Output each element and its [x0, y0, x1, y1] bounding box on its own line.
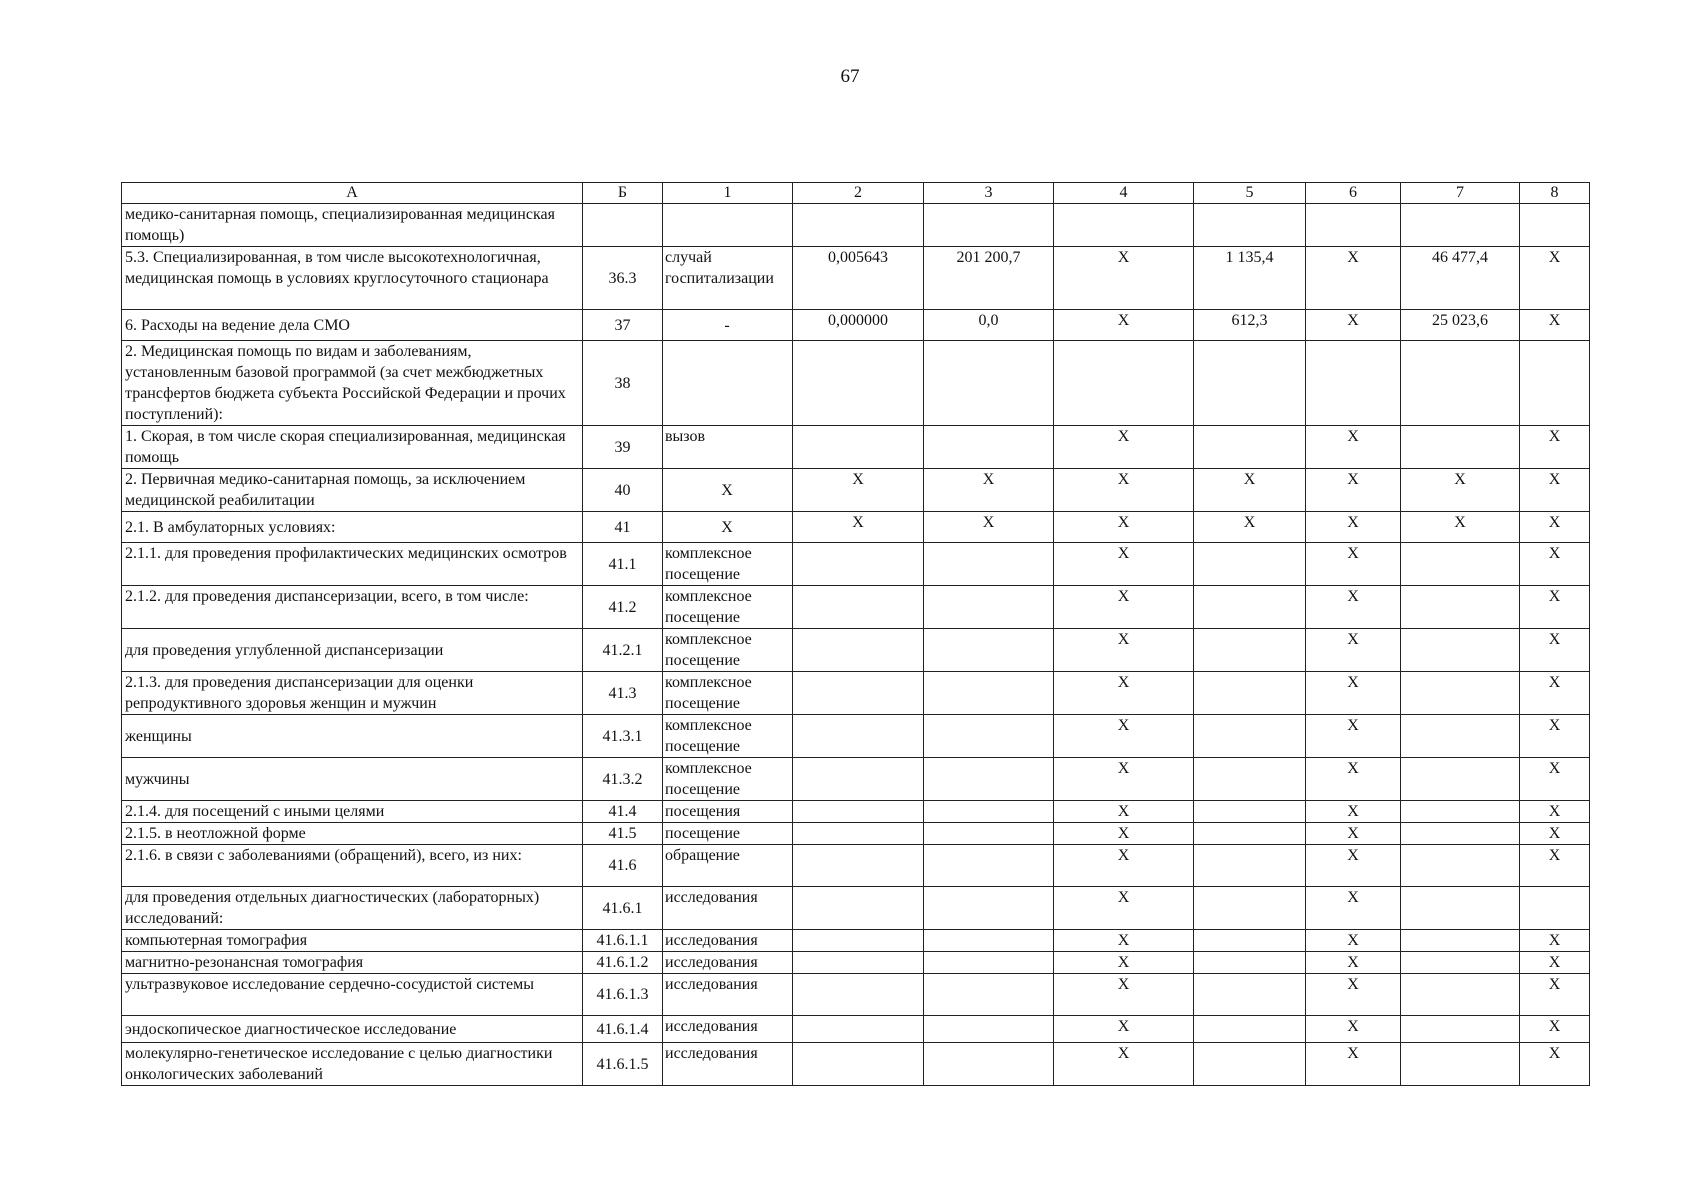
value-cell	[1401, 823, 1520, 845]
value-cell	[1194, 1016, 1306, 1043]
value-cell: 0,005643	[793, 247, 924, 310]
value-cell	[924, 823, 1054, 845]
value-cell	[1401, 672, 1520, 715]
value-cell: Х	[1520, 823, 1590, 845]
value-cell	[924, 1043, 1054, 1086]
value-cell	[1194, 672, 1306, 715]
value-cell: Х	[793, 512, 924, 543]
table-row	[122, 823, 1590, 845]
unit-cell: случай госпитализации	[663, 247, 793, 310]
value-cell: Х	[1520, 974, 1590, 1016]
value-cell: Х	[793, 469, 924, 512]
row-code-cell: 41.6.1.4	[583, 1016, 663, 1043]
value-cell: Х	[1054, 1043, 1194, 1086]
unit-cell: исследования	[663, 952, 793, 974]
value-cell: Х	[1520, 310, 1590, 341]
column-header: 7	[1401, 183, 1520, 204]
value-cell: Х	[1054, 758, 1194, 801]
value-cell	[1401, 845, 1520, 887]
row-label-cell: 2. Первичная медико-санитарная помощь, за исключением медицинской реабилитации	[122, 469, 583, 512]
unit-cell: комплексное посещение	[663, 715, 793, 758]
value-cell: 1 135,4	[1194, 247, 1306, 310]
row-label-cell: 2.1. В амбулаторных условиях:	[122, 512, 583, 543]
value-cell: Х	[924, 469, 1054, 512]
value-cell	[924, 715, 1054, 758]
value-cell: Х	[1401, 512, 1520, 543]
value-cell: Х	[1520, 469, 1590, 512]
value-cell	[793, 204, 924, 247]
row-code-cell: 41.6.1.5	[583, 1043, 663, 1086]
value-cell	[924, 758, 1054, 801]
value-cell: Х	[1054, 629, 1194, 672]
value-cell	[924, 1016, 1054, 1043]
value-cell	[924, 341, 1054, 426]
row-label-cell: 5.3. Специализированная, в том числе высокотехнологичная, медицинская помощь в условиях круглосуточного стационара	[122, 247, 583, 310]
row-code-cell: 41.2	[583, 586, 663, 629]
value-cell	[1520, 341, 1590, 426]
row-label-cell: молекулярно-генетическое исследование с целью диагностики онкологических заболеваний	[122, 1043, 583, 1086]
value-cell: Х	[1520, 801, 1590, 823]
value-cell	[1401, 801, 1520, 823]
value-cell: Х	[1054, 823, 1194, 845]
value-cell	[1401, 887, 1520, 930]
value-cell: Х	[1306, 952, 1401, 974]
value-cell: Х	[1306, 715, 1401, 758]
row-label-cell: мужчины	[122, 758, 583, 801]
value-cell	[793, 1043, 924, 1086]
value-cell	[924, 930, 1054, 952]
value-cell: Х	[1054, 310, 1194, 341]
value-cell	[924, 672, 1054, 715]
row-code-cell: 41.6.1	[583, 887, 663, 930]
value-cell: Х	[1054, 887, 1194, 930]
value-cell: Х	[1054, 930, 1194, 952]
value-cell: Х	[1520, 512, 1590, 543]
value-cell: Х	[1054, 715, 1194, 758]
value-cell: Х	[1520, 672, 1590, 715]
value-cell	[1194, 930, 1306, 952]
row-code-cell: 41.2.1	[583, 629, 663, 672]
value-cell	[1054, 204, 1194, 247]
unit-cell: комплексное посещение	[663, 758, 793, 801]
value-cell: Х	[1054, 247, 1194, 310]
column-header: 6	[1306, 183, 1401, 204]
row-label-cell: 2.1.1. для проведения профилактических медицинских осмотров	[122, 543, 583, 586]
row-code-cell: 41.4	[583, 801, 663, 823]
value-cell: Х	[1520, 426, 1590, 469]
value-cell: Х	[1306, 1043, 1401, 1086]
row-code-cell: 41.3	[583, 672, 663, 715]
column-header: 2	[793, 183, 924, 204]
value-cell: Х	[1401, 469, 1520, 512]
row-code-cell: 41.6	[583, 845, 663, 887]
value-cell	[793, 543, 924, 586]
table-row	[122, 974, 1590, 1016]
unit-cell: комплексное посещение	[663, 629, 793, 672]
row-label-cell: эндоскопическое диагностическое исследование	[122, 1016, 583, 1043]
value-cell: Х	[1054, 672, 1194, 715]
unit-cell: исследования	[663, 1016, 793, 1043]
row-label-cell: компьютерная томография	[122, 930, 583, 952]
value-cell: Х	[1054, 974, 1194, 1016]
value-cell	[793, 974, 924, 1016]
value-cell: Х	[1054, 586, 1194, 629]
value-cell	[1401, 1043, 1520, 1086]
unit-cell: комплексное посещение	[663, 543, 793, 586]
row-label-cell: 2.1.5. в неотложной форме	[122, 823, 583, 845]
value-cell	[1401, 974, 1520, 1016]
table-row	[122, 247, 1590, 310]
value-cell: 201 200,7	[924, 247, 1054, 310]
value-cell	[1194, 204, 1306, 247]
value-cell	[1306, 204, 1401, 247]
value-cell	[1401, 629, 1520, 672]
table-row	[122, 952, 1590, 974]
value-cell	[1194, 952, 1306, 974]
value-cell: 0,0	[924, 310, 1054, 341]
unit-cell: исследования	[663, 930, 793, 952]
value-cell: Х	[1306, 823, 1401, 845]
value-cell: Х	[1520, 1043, 1590, 1086]
unit-cell: посещение	[663, 823, 793, 845]
table-row	[122, 586, 1590, 629]
value-cell: Х	[1306, 586, 1401, 629]
value-cell	[1194, 1043, 1306, 1086]
value-cell: Х	[1054, 512, 1194, 543]
value-cell	[1194, 543, 1306, 586]
row-label-cell: 2.1.3. для проведения диспансеризации для оценки репродуктивного здоровья женщин и мужчин	[122, 672, 583, 715]
column-header: 8	[1520, 183, 1590, 204]
value-cell	[1401, 952, 1520, 974]
value-cell	[1520, 887, 1590, 930]
value-cell	[793, 586, 924, 629]
value-cell	[1401, 543, 1520, 586]
value-cell	[1401, 1016, 1520, 1043]
value-cell: Х	[1520, 543, 1590, 586]
value-cell	[1194, 845, 1306, 887]
table-row	[122, 672, 1590, 715]
value-cell	[1306, 341, 1401, 426]
page-number: 67	[840, 66, 860, 87]
value-cell	[924, 952, 1054, 974]
table-row	[122, 512, 1590, 543]
row-code-cell: 38	[583, 341, 663, 426]
row-label-cell: 2.1.6. в связи с заболеваниями (обращений), всего, из них:	[122, 845, 583, 887]
row-label-cell: 2.1.2. для проведения диспансеризации, всего, в том числе:	[122, 586, 583, 629]
value-cell: Х	[1054, 845, 1194, 887]
value-cell	[1401, 930, 1520, 952]
row-label-cell: для проведения углубленной диспансеризации	[122, 629, 583, 672]
row-label-cell: ультразвуковое исследование сердечно-сосудистой системы	[122, 974, 583, 1016]
row-code-cell: 41.6.1.3	[583, 974, 663, 1016]
value-cell	[793, 930, 924, 952]
value-cell	[1520, 204, 1590, 247]
value-cell: Х	[1306, 310, 1401, 341]
row-code-cell: 40	[583, 469, 663, 512]
value-cell	[924, 586, 1054, 629]
value-cell	[793, 629, 924, 672]
row-label-cell: медико-санитарная помощь, специализированная медицинская помощь)	[122, 204, 583, 247]
table-row	[122, 629, 1590, 672]
value-cell	[924, 426, 1054, 469]
table-row	[122, 426, 1590, 469]
value-cell: Х	[1306, 758, 1401, 801]
value-cell	[1194, 629, 1306, 672]
value-cell	[1054, 341, 1194, 426]
value-cell	[1401, 204, 1520, 247]
value-cell	[1401, 758, 1520, 801]
row-code-cell: 41.3.2	[583, 758, 663, 801]
table-row	[122, 930, 1590, 952]
value-cell	[793, 801, 924, 823]
row-code-cell: 37	[583, 310, 663, 341]
value-cell: Х	[1054, 426, 1194, 469]
value-cell	[1194, 823, 1306, 845]
value-cell	[1401, 341, 1520, 426]
value-cell	[793, 845, 924, 887]
value-cell	[1194, 887, 1306, 930]
column-header: А	[122, 183, 583, 204]
value-cell: Х	[1054, 469, 1194, 512]
row-code-cell: 36.3	[583, 247, 663, 310]
unit-cell	[663, 204, 793, 247]
unit-cell: исследования	[663, 1043, 793, 1086]
column-header: 1	[663, 183, 793, 204]
value-cell	[793, 672, 924, 715]
row-label-cell: 2.1.4. для посещений с иными целями	[122, 801, 583, 823]
value-cell	[1194, 758, 1306, 801]
value-cell: Х	[1306, 247, 1401, 310]
table-row	[122, 310, 1590, 341]
value-cell: Х	[1520, 758, 1590, 801]
value-cell	[924, 974, 1054, 1016]
value-cell: Х	[1520, 629, 1590, 672]
column-header: 4	[1054, 183, 1194, 204]
value-cell: Х	[1054, 801, 1194, 823]
value-cell: Х	[1520, 845, 1590, 887]
value-cell	[1194, 426, 1306, 469]
table-row	[122, 758, 1590, 801]
row-code-cell: 41.6.1.2	[583, 952, 663, 974]
unit-cell: комплексное посещение	[663, 672, 793, 715]
value-cell	[924, 629, 1054, 672]
value-cell: Х	[1306, 629, 1401, 672]
value-cell	[1194, 801, 1306, 823]
value-cell: Х	[1306, 469, 1401, 512]
column-header: 3	[924, 183, 1054, 204]
value-cell: Х	[1306, 930, 1401, 952]
row-code-cell: 41	[583, 512, 663, 543]
value-cell: Х	[1520, 930, 1590, 952]
row-code-cell: 41.3.1	[583, 715, 663, 758]
row-label-cell: для проведения отдельных диагностических (лабораторных) исследований:	[122, 887, 583, 930]
row-code-cell: 41.6.1.1	[583, 930, 663, 952]
value-cell: Х	[1306, 426, 1401, 469]
value-cell	[793, 758, 924, 801]
value-cell: Х	[1306, 543, 1401, 586]
row-code-cell: 41.5	[583, 823, 663, 845]
unit-cell: посещения	[663, 801, 793, 823]
value-cell: 612,3	[1194, 310, 1306, 341]
value-cell	[793, 887, 924, 930]
column-header: Б	[583, 183, 663, 204]
value-cell: Х	[1194, 469, 1306, 512]
value-cell	[1401, 586, 1520, 629]
value-cell: Х	[1306, 887, 1401, 930]
table-header-row	[122, 183, 1590, 204]
value-cell: 46 477,4	[1401, 247, 1520, 310]
unit-cell: вызов	[663, 426, 793, 469]
data-table	[121, 182, 1590, 1086]
value-cell: Х	[1520, 715, 1590, 758]
row-label-cell: 2. Медицинская помощь по видам и заболеваниям, установленным базовой программой (за счет межбюджетных трансфертов бюджета субъекта Российской Федерации и прочих поступлений):	[122, 341, 583, 426]
value-cell	[793, 1016, 924, 1043]
value-cell	[1194, 341, 1306, 426]
value-cell	[793, 341, 924, 426]
row-code-cell: 41.1	[583, 543, 663, 586]
value-cell	[1194, 586, 1306, 629]
row-label-cell: 1. Скорая, в том числе скорая специализированная, медицинская помощь	[122, 426, 583, 469]
table-row	[122, 801, 1590, 823]
value-cell	[793, 715, 924, 758]
unit-cell: Х	[663, 512, 793, 543]
value-cell: Х	[1520, 952, 1590, 974]
value-cell: Х	[924, 512, 1054, 543]
value-cell: Х	[1306, 801, 1401, 823]
unit-cell: -	[663, 310, 793, 341]
table-row	[122, 1043, 1590, 1086]
row-code-cell	[583, 204, 663, 247]
unit-cell: исследования	[663, 887, 793, 930]
row-label-cell: женщины	[122, 715, 583, 758]
unit-cell: исследования	[663, 974, 793, 1016]
value-cell: Х	[1520, 247, 1590, 310]
value-cell: Х	[1306, 845, 1401, 887]
unit-cell: обращение	[663, 845, 793, 887]
table-row	[122, 341, 1590, 426]
table-row	[122, 1016, 1590, 1043]
value-cell	[924, 801, 1054, 823]
value-cell: Х	[1306, 974, 1401, 1016]
table-row	[122, 887, 1590, 930]
value-cell: Х	[1054, 543, 1194, 586]
value-cell: 25 023,6	[1401, 310, 1520, 341]
value-cell: Х	[1054, 952, 1194, 974]
row-code-cell: 39	[583, 426, 663, 469]
value-cell	[924, 887, 1054, 930]
unit-cell	[663, 341, 793, 426]
value-cell	[924, 845, 1054, 887]
value-cell	[924, 204, 1054, 247]
row-label-cell: магнитно-резонансная томография	[122, 952, 583, 974]
value-cell: Х	[1306, 512, 1401, 543]
value-cell	[793, 823, 924, 845]
value-cell	[1401, 426, 1520, 469]
value-cell	[1194, 715, 1306, 758]
column-header: 5	[1194, 183, 1306, 204]
table-row	[122, 715, 1590, 758]
value-cell: 0,000000	[793, 310, 924, 341]
value-cell: Х	[1520, 1016, 1590, 1043]
value-cell: Х	[1306, 672, 1401, 715]
table-row	[122, 845, 1590, 887]
value-cell: Х	[1054, 1016, 1194, 1043]
value-cell: Х	[1306, 1016, 1401, 1043]
value-cell	[793, 426, 924, 469]
value-cell: Х	[1520, 586, 1590, 629]
value-cell	[1401, 715, 1520, 758]
row-label-cell: 6. Расходы на ведение дела СМО	[122, 310, 583, 341]
unit-cell: Х	[663, 469, 793, 512]
value-cell: Х	[1194, 512, 1306, 543]
table-row	[122, 469, 1590, 512]
value-cell	[793, 952, 924, 974]
table-row	[122, 204, 1590, 247]
value-cell	[1194, 974, 1306, 1016]
unit-cell: комплексное посещение	[663, 586, 793, 629]
value-cell	[924, 543, 1054, 586]
table-row	[122, 543, 1590, 586]
